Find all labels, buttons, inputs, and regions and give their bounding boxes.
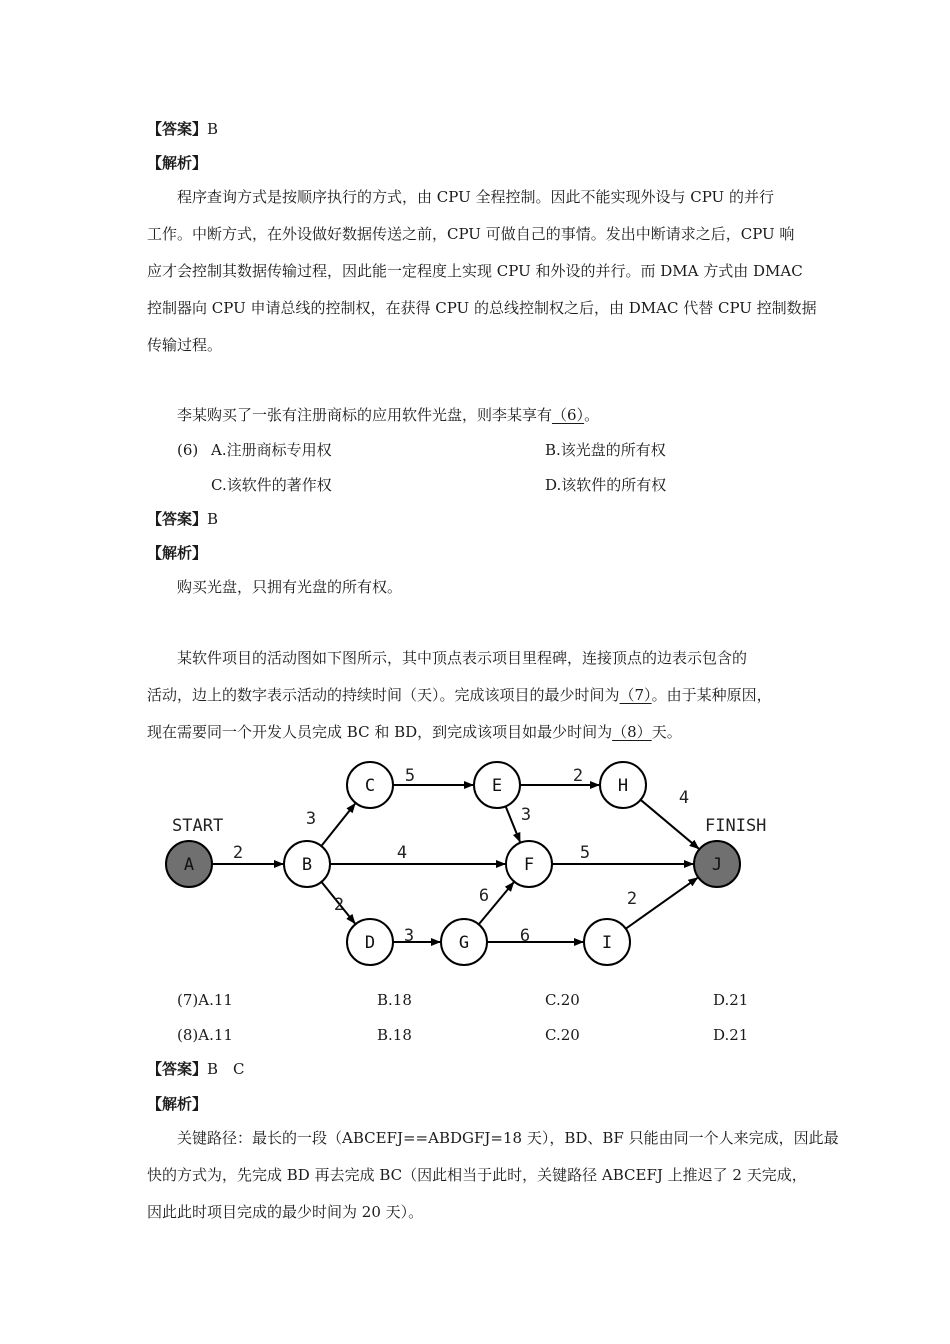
node-label-D: D [364, 933, 376, 953]
node-label-F: F [523, 855, 535, 875]
edge-weight-F-J: 5 [579, 843, 591, 863]
analysis-text: 控制器向 CPU 申请总线的控制权，在获得 CPU 的总线控制权之后，由 DMAC 代替 CPU 控制数据 [147, 299, 817, 317]
option-d: D.21 [713, 991, 749, 1009]
node-label-E: E [491, 776, 503, 796]
analysis-text: 传输过程。 [147, 336, 223, 354]
node-H [600, 762, 646, 808]
edge-weight-D-G: 3 [403, 926, 415, 946]
edge-weight-B-D: 2 [333, 895, 345, 915]
answer-value: B C [207, 1060, 245, 1078]
stem-text: 活动，边上的数字表示活动的持续时间（天）。完成该项目的最少时间为 [147, 686, 620, 704]
edge-weight-E-F: 3 [520, 805, 532, 825]
analysis-text: 应才会控制其数据传输过程，因此能一定程度上实现 CPU 和外设的并行。而 DMA 方式由 DMAC [147, 262, 803, 280]
analysis-label: 【解析】 [147, 544, 208, 562]
edge-weight-E-H: 2 [572, 766, 584, 786]
node-D [347, 919, 393, 965]
node-label-B: B [301, 855, 313, 875]
stem-text: 。 [584, 406, 600, 424]
option-d: D.该软件的所有权 [545, 476, 667, 494]
edge-weight-B-F: 4 [396, 843, 408, 863]
analysis-text: 快的方式为，先完成 BD 再去完成 BC（因此相当于此时，关键路径 ABCEFJ 上推迟了 2 天完成， [147, 1166, 807, 1184]
edge-weight-A-B: 2 [232, 843, 244, 863]
analysis-text: 因此此时项目完成的最少时间为 20 天）。 [147, 1203, 424, 1221]
stem-text: 现在需要同一个开发人员完成 BC 和 BD，到完成该项目如最少时间为 [147, 723, 613, 741]
question-stem: 某软件项目的活动图如下图所示，其中顶点表示项目里程碑，连接顶点的边表示包含的 [177, 649, 748, 667]
edge-E-F [506, 806, 520, 841]
analysis-text: 关键路径：最长的一段（ABCEFJ==ABDGFJ=18 天），BD、BF 只能由同一个人来完成，因此最 [177, 1129, 839, 1147]
node-C [347, 762, 393, 808]
answer-label: 【答案】 [147, 510, 208, 528]
node-label-I: I [601, 933, 613, 953]
analysis-text: 程序查询方式是按顺序执行的方式，由 CPU 全程控制。因此不能实现外设与 CPU 的并行 [177, 188, 774, 206]
edge-weight-G-I: 6 [519, 926, 531, 946]
option-number: (7)A.11 [177, 991, 233, 1009]
edge-H-J [641, 800, 699, 849]
node-label-A: A [183, 855, 195, 875]
node-E [474, 762, 520, 808]
node-B [284, 841, 330, 887]
option-c: C.20 [545, 1026, 580, 1044]
stem-text: 李某购买了一张有注册商标的应用软件光盘，则李某享有 [177, 406, 553, 424]
node-label-C: C [364, 776, 376, 796]
option-b: B.18 [377, 991, 412, 1009]
answer-value: B [207, 120, 219, 138]
option-number: (6) [177, 441, 199, 459]
answer-label: 【答案】 [147, 1060, 208, 1078]
blank: （8） [612, 723, 652, 741]
option-a: A.注册商标专用权 [211, 441, 332, 459]
option-b: B.该光盘的所有权 [545, 441, 666, 459]
option-b: B.18 [377, 1026, 412, 1044]
stem-text: 天。 [651, 723, 682, 741]
option-c: C.该软件的著作权 [211, 476, 332, 494]
node-label-J: J [711, 855, 723, 875]
node-J [694, 841, 740, 887]
edge-weight-B-C: 3 [305, 809, 317, 829]
node-A [166, 841, 212, 887]
option-c: C.20 [545, 991, 580, 1009]
analysis-text: 工作。中断方式，在外设做好数据传送之前，CPU 可做自己的事情。发出中断请求之后，CPU 响 [147, 225, 795, 243]
node-F [506, 841, 552, 887]
edge-weight-I-J: 2 [626, 889, 638, 909]
node-label-H: H [617, 776, 629, 796]
option-number: (8)A.11 [177, 1026, 233, 1044]
edge-weight-H-J: 4 [678, 788, 690, 808]
blank: （7） [619, 686, 652, 704]
edge-weight-C-E: 5 [404, 766, 416, 786]
stem-text: 。由于某种原因， [651, 686, 772, 704]
option-d: D.21 [713, 1026, 749, 1044]
finish-label: FINISH [705, 816, 767, 836]
node-G [441, 919, 487, 965]
answer-value: B [207, 510, 219, 528]
answer-label: 【答案】 [147, 120, 208, 138]
start-label: START [172, 816, 224, 836]
analysis-label: 【解析】 [147, 1095, 208, 1113]
analysis-label: 【解析】 [147, 154, 208, 172]
node-label-G: G [458, 933, 470, 953]
edge-B-C [321, 804, 355, 846]
node-I [584, 919, 630, 965]
answer-line [147, 1059, 245, 1079]
blank: （6） [552, 406, 585, 424]
analysis-text: 购买光盘，只拥有光盘的所有权。 [177, 578, 403, 596]
edge-weight-G-F: 6 [478, 886, 490, 906]
